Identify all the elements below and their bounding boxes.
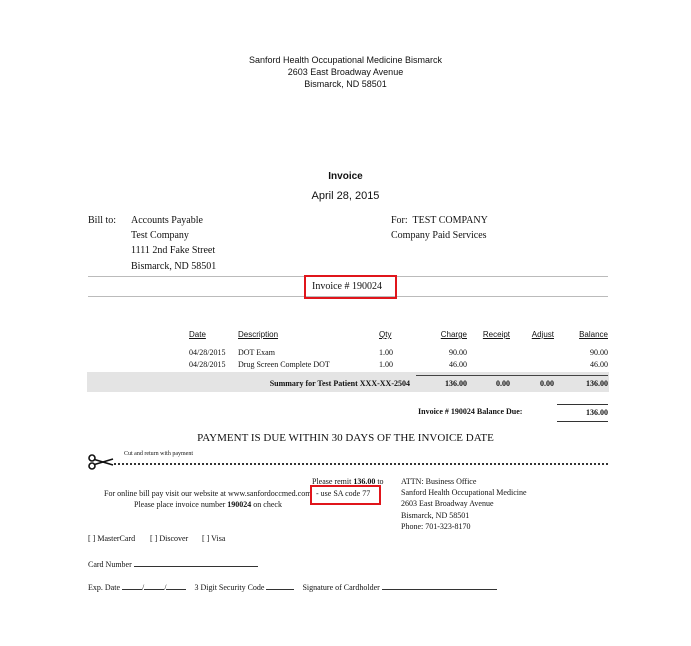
payment-notice: PAYMENT IS DUE WITHIN 30 DAYS OF THE INVOICE DATE	[197, 432, 494, 444]
col-header-adjust: Adjust	[531, 330, 554, 339]
balance-due-rule	[557, 404, 608, 405]
row-balance: 46.00	[590, 360, 608, 369]
invoice-number: Invoice # 190024	[312, 281, 382, 292]
col-header-balance: Balance	[579, 330, 608, 339]
invoice-on-check-line	[134, 500, 282, 509]
card-option-discover[interactable]: [ ] Discover	[150, 534, 189, 543]
summary-charge: 136.00	[445, 379, 467, 388]
card-number-blank[interactable]	[134, 557, 258, 567]
invoice-title: Invoice	[328, 171, 363, 182]
cut-text: Cut and return with payment	[124, 451, 193, 457]
security-code-label: 3 Digit Security Code	[194, 583, 265, 592]
remit-address-line: Sanford Health Occupational Medicine	[401, 488, 527, 497]
row-date: 04/28/2015	[189, 348, 226, 357]
row-description: DOT Exam	[238, 348, 275, 357]
card-option-visa[interactable]: [ ] Visa	[202, 534, 226, 543]
org-name: Sanford Health Occupational Medicine Bismarck	[248, 55, 443, 65]
bill-to-line: 1111 2nd Fake Street	[131, 245, 216, 256]
balance-due-label: Invoice # 190024 Balance Due:	[418, 407, 523, 416]
for-label: For:	[391, 215, 408, 226]
remit-suffix: to	[375, 477, 384, 486]
invoice-line-suffix: on check	[251, 500, 282, 509]
bill-to-line: Bismarck, ND 58501	[131, 261, 217, 272]
exp-month-blank[interactable]	[122, 580, 142, 590]
org-city: Bismarck, ND 58501	[304, 79, 387, 89]
card-details-row: Exp. Date / / 3 Digit Security Code Signature of Cardholder	[88, 580, 497, 592]
remit-amount: 136.00	[353, 477, 376, 486]
for-block	[391, 215, 488, 226]
for-service: Company Paid Services	[391, 230, 487, 241]
for-company: TEST COMPANY	[412, 215, 488, 226]
col-header-date: Date	[189, 330, 206, 339]
row-qty: 1.00	[379, 348, 393, 357]
remit-address-line: Bismarck, ND 58501	[401, 511, 470, 520]
signature-label: Signature of Cardholder	[302, 583, 380, 592]
sa-code: - use SA code 77	[316, 489, 371, 498]
summary-adjust: 0.00	[540, 379, 554, 388]
summary-rule	[416, 375, 608, 376]
scissors-icon	[88, 454, 114, 475]
row-description: Drug Screen Complete DOT	[238, 360, 330, 369]
org-address: 2603 East Broadway Avenue	[287, 67, 404, 77]
invoice-line-number: 190024	[227, 500, 252, 509]
col-header-qty: Qty	[379, 330, 392, 339]
row-date: 04/28/2015	[189, 360, 226, 369]
remit-phone: Phone: 701-323-8170	[401, 522, 471, 531]
summary-receipt: 0.00	[496, 379, 510, 388]
balance-due-rule	[557, 421, 608, 422]
summary-label: Summary for Test Patient XXX-XX-2504	[269, 379, 410, 388]
remit-address-line: 2603 East Broadway Avenue	[401, 499, 494, 508]
summary-balance: 136.00	[586, 379, 608, 388]
bill-to-label: Bill to:	[88, 215, 117, 226]
exp-date-label: Exp. Date	[88, 583, 120, 592]
signature-blank[interactable]	[382, 580, 497, 590]
invoice-date: April 28, 2015	[311, 190, 380, 202]
sa-code-highlight	[310, 485, 381, 505]
bill-to-line: Accounts Payable	[131, 215, 203, 226]
invoice-line-prefix: Please place invoice number	[134, 500, 228, 509]
card-option-mastercard[interactable]: [ ] MasterCard	[88, 534, 136, 543]
card-number-label: Card Number	[88, 560, 132, 569]
online-pay-line: For online bill pay visit our website at www.sanfordoccmed.com	[104, 489, 312, 498]
security-code-blank[interactable]	[266, 580, 294, 590]
row-charge: 90.00	[449, 348, 467, 357]
exp-day-blank[interactable]	[144, 580, 164, 590]
col-header-receipt: Receipt	[482, 330, 510, 339]
cut-line	[114, 463, 608, 465]
col-header-charge: Charge	[440, 330, 467, 339]
card-number-field	[88, 557, 258, 569]
row-qty: 1.00	[379, 360, 393, 369]
col-header-description: Description	[238, 330, 279, 339]
bill-to-line: Test Company	[131, 230, 189, 241]
row-charge: 46.00	[449, 360, 467, 369]
row-balance: 90.00	[590, 348, 608, 357]
remit-prefix: Please remit	[312, 477, 354, 486]
exp-year-blank[interactable]	[166, 580, 186, 590]
balance-due-value: 136.00	[586, 408, 608, 417]
remit-address-line: ATTN: Business Office	[401, 477, 477, 486]
